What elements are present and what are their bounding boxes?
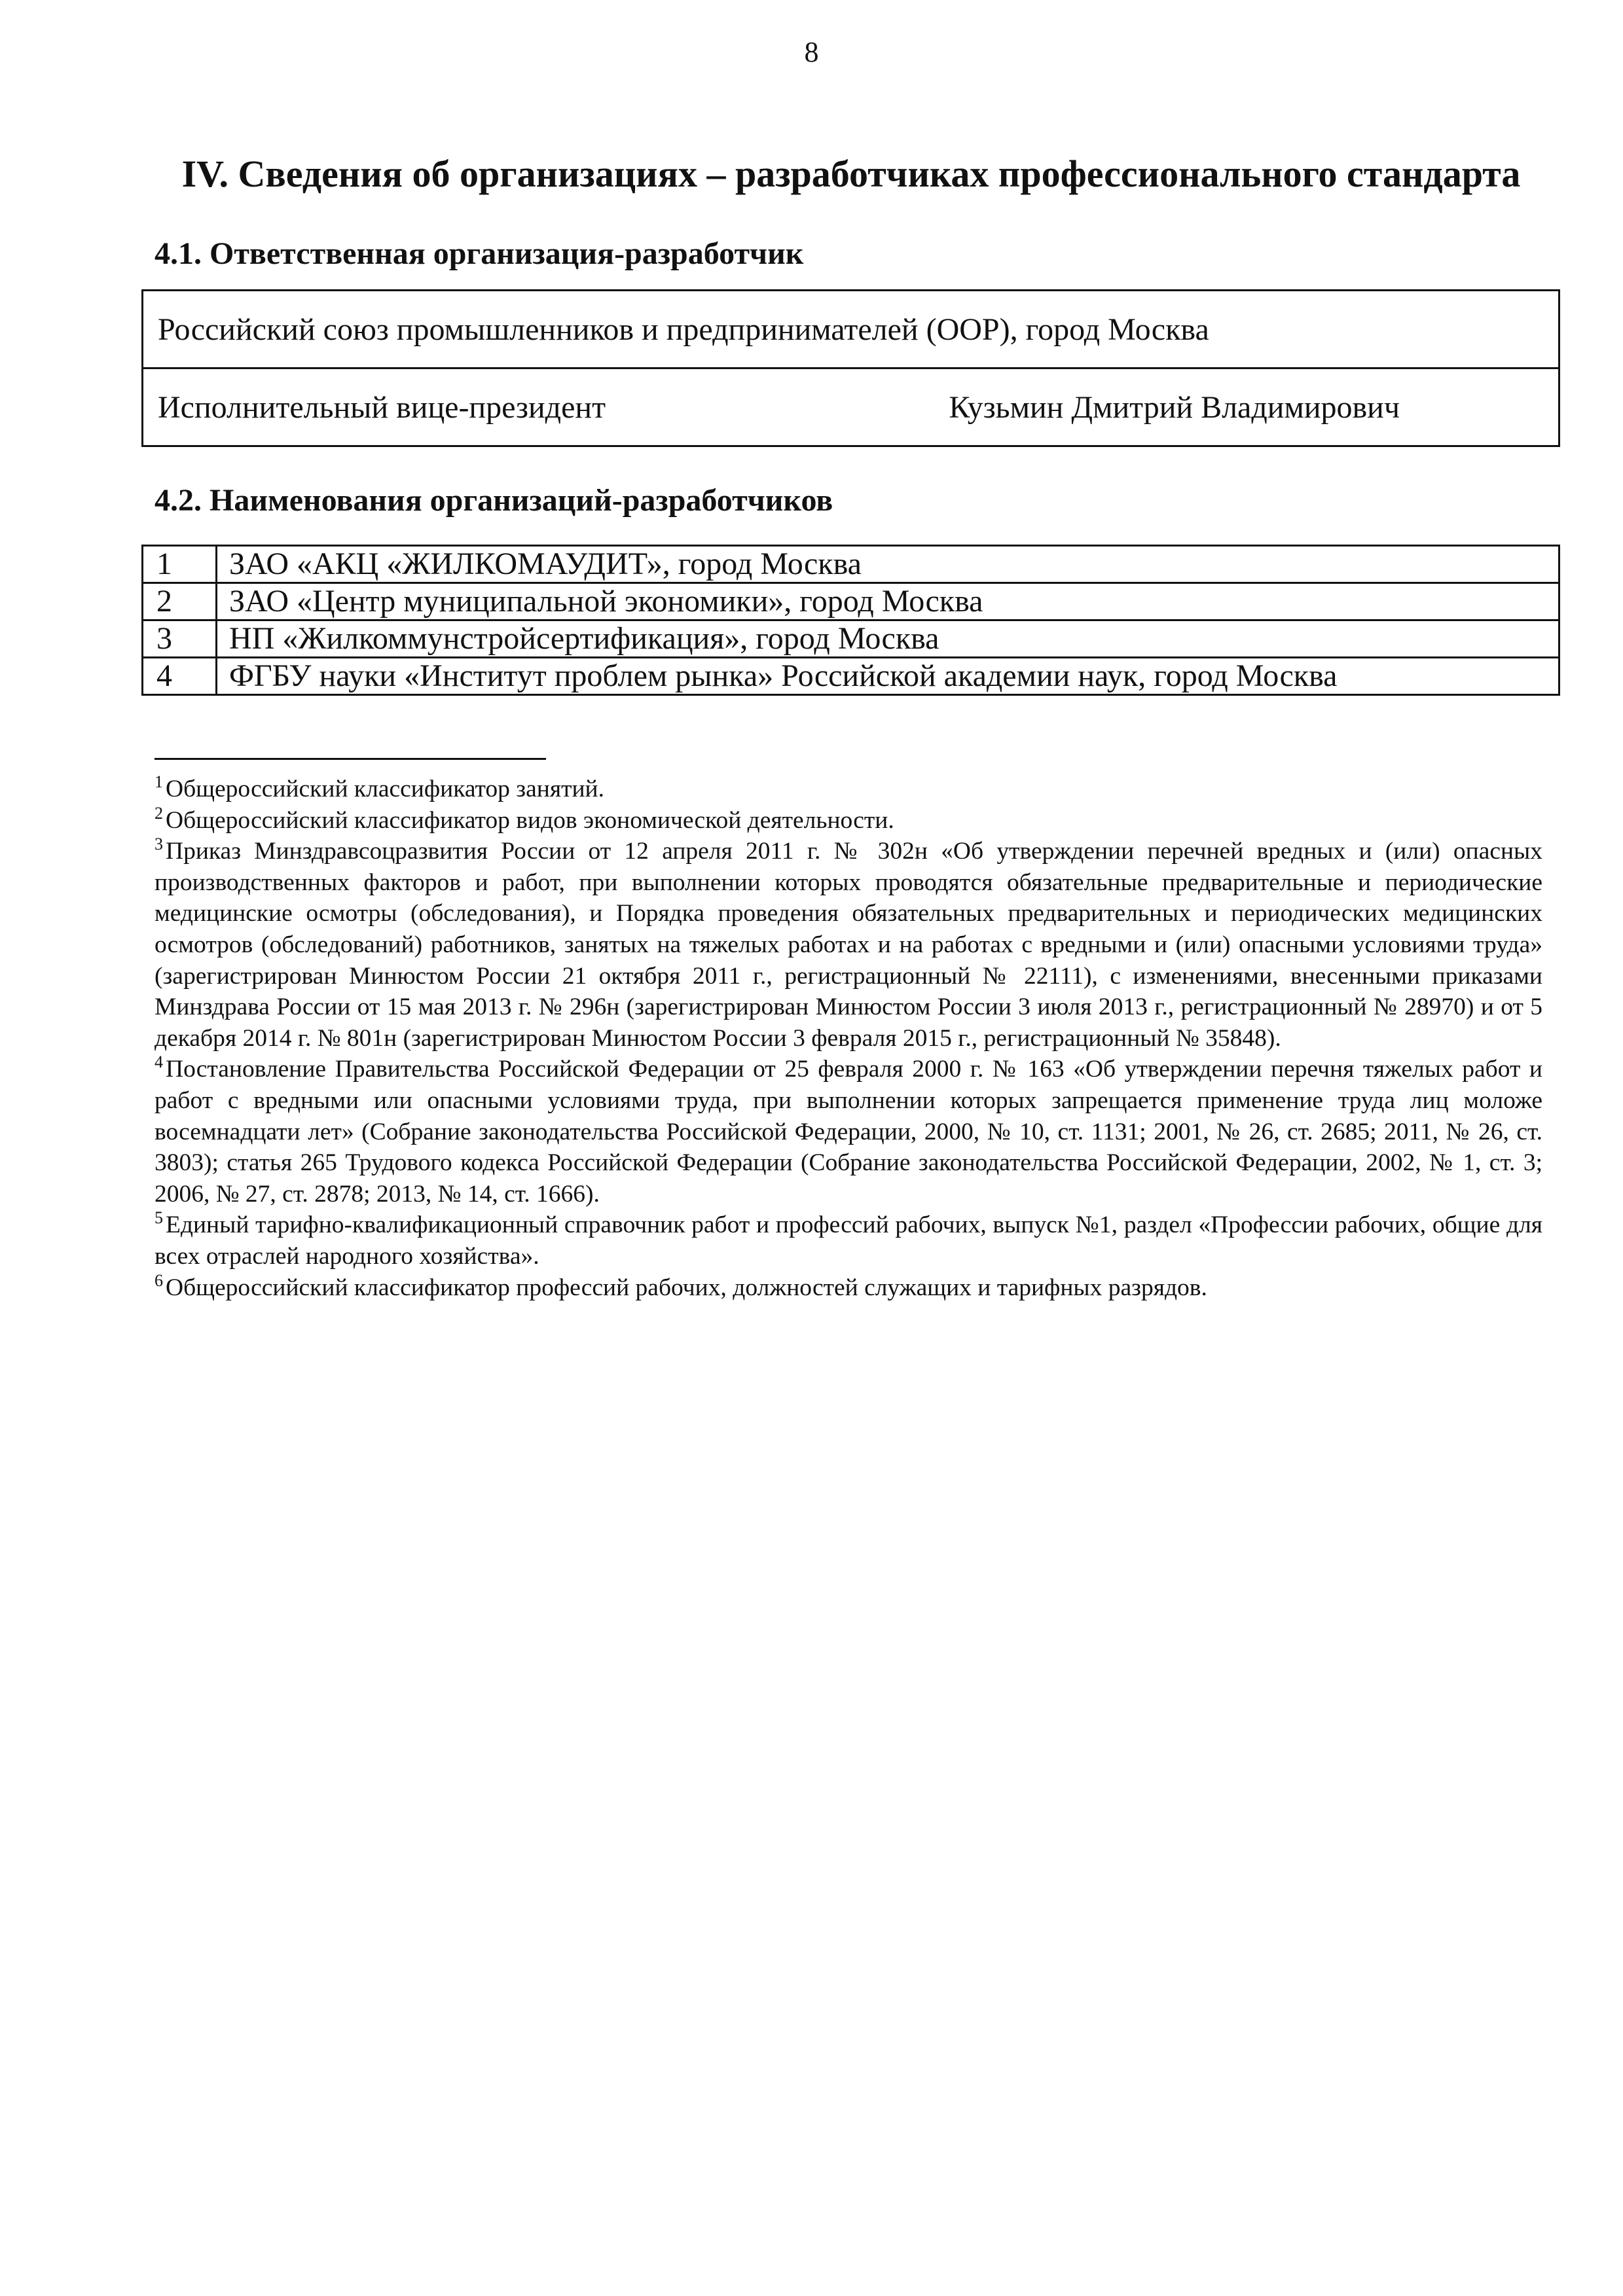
footnote-mark: 5	[155, 1208, 163, 1228]
developer-org-name: ФГБУ науки «Институт проблем рынка» Российской академии наук, город Москва	[217, 658, 1559, 695]
footnotes	[155, 774, 1542, 1303]
table-row	[143, 658, 1559, 695]
footnote-text: Общероссийский классификатор видов экономической деятельности.	[166, 806, 894, 834]
developer-orgs-table	[141, 545, 1560, 696]
footnote-text: Единый тарифно-квалификационный справочник работ и профессий рабочих, выпуск №1, раздел «Профессии рабочих, общие для всех отраслей народного хозяйства».	[155, 1211, 1542, 1270]
responsible-org-name: Российский союз промышленников и предпринимателей (ООР), город Москва	[143, 291, 1559, 368]
responsible-org-table	[141, 289, 1560, 447]
page-number: 8	[804, 36, 819, 68]
responsible-signatory-cell	[143, 368, 1559, 446]
footnote-separator	[155, 758, 546, 760]
footnote-text: Общероссийский классификатор занятий.	[166, 776, 604, 802]
footnote-mark: 3	[155, 834, 163, 854]
table-row	[143, 620, 1559, 658]
table-row	[143, 583, 1559, 620]
row-number: 2	[143, 583, 217, 620]
footnote-mark: 4	[155, 1052, 163, 1072]
developer-org-name: ЗАО «Центр муниципальной экономики», город Москва	[217, 583, 1559, 620]
table-row	[143, 546, 1559, 583]
table-row	[143, 291, 1559, 368]
footnote	[155, 1210, 1542, 1272]
signatory-position: Исполнительный вице-президент	[158, 389, 606, 425]
row-number: 4	[143, 658, 217, 695]
developer-orgs-heading: 4.2. Наименования организаций-разработчиков	[155, 483, 833, 518]
footnote-mark: 6	[155, 1270, 163, 1290]
footnote-mark: 2	[155, 803, 163, 823]
developer-org-name: ЗАО «АКЦ «ЖИЛКОМАУДИТ», город Москва	[217, 546, 1559, 583]
footnote-text: Постановление Правительства Российской Федерации от 25 февраля 2000 г. № 163 «Об утверждении перечня тяжелых работ и работ с вредными или опасными условиями труда, при выполнении которых запрещается применение труда лиц моложе восемнадцати лет» (Собрание законодательства Российской Федерации, 2000, № 10, ст. 1131; 2001, № 26, ст. 2685; 2011, № 26, ст. 3803); статья 265 Трудового кодекса Российской Федерации (Собрание законодательства Российской Федерации, 2002, № 1, ст. 3; 2006, № 27, ст. 2878; 2013, № 14, ст. 1666).	[155, 1056, 1542, 1208]
signatory-name: Кузьмин Дмитрий Владимирович	[949, 389, 1400, 425]
section-title: IV. Сведения об организациях – разработчиках профессионального стандарта	[181, 152, 1521, 195]
footnote	[155, 805, 1542, 836]
developer-org-name: НП «Жилкоммунстройсертификация», город Москва	[217, 620, 1559, 658]
footnote	[155, 774, 1542, 805]
responsible-org-heading: 4.1. Ответственная организация-разработчик	[155, 236, 804, 271]
footnote-text: Приказ Минздравсоцразвития России от 12 апреля 2011 г. № 302н «Об утверждении перечней вредных и (или) опасных производственных факторов и работ, при выполнении которых проводятся обязательные предварительные и периодические медицинские осмотры (обследования), и Порядка проведения обязательных предварительных и периодических медицинских осмотров (обследований) работников, занятых на тяжелых работах и на работах с вредными и (или) опасными условиями труда» (зарегистрирован Минюстом России 21 октября 2011 г., регистрационный № 22111), с изменениями, внесенными приказами Минздрава России от 15 мая 2013 г. № 296н (зарегистрирован Минюстом России 3 июля 2013 г., регистрационный № 28970) и от 5 декабря 2014 г. № 801н (зарегистрирован Минюстом России 3 февраля 2015 г., регистрационный № 35848).	[155, 838, 1542, 1052]
table-row	[143, 368, 1559, 446]
row-number: 1	[143, 546, 217, 583]
row-number: 3	[143, 620, 217, 658]
footnote-mark: 1	[155, 772, 163, 791]
footnote	[155, 1054, 1542, 1210]
footnote	[155, 836, 1542, 1054]
footnote	[155, 1272, 1542, 1304]
footnote-text: Общероссийский классификатор профессий рабочих, должностей служащих и тарифных разрядов.	[166, 1274, 1207, 1301]
